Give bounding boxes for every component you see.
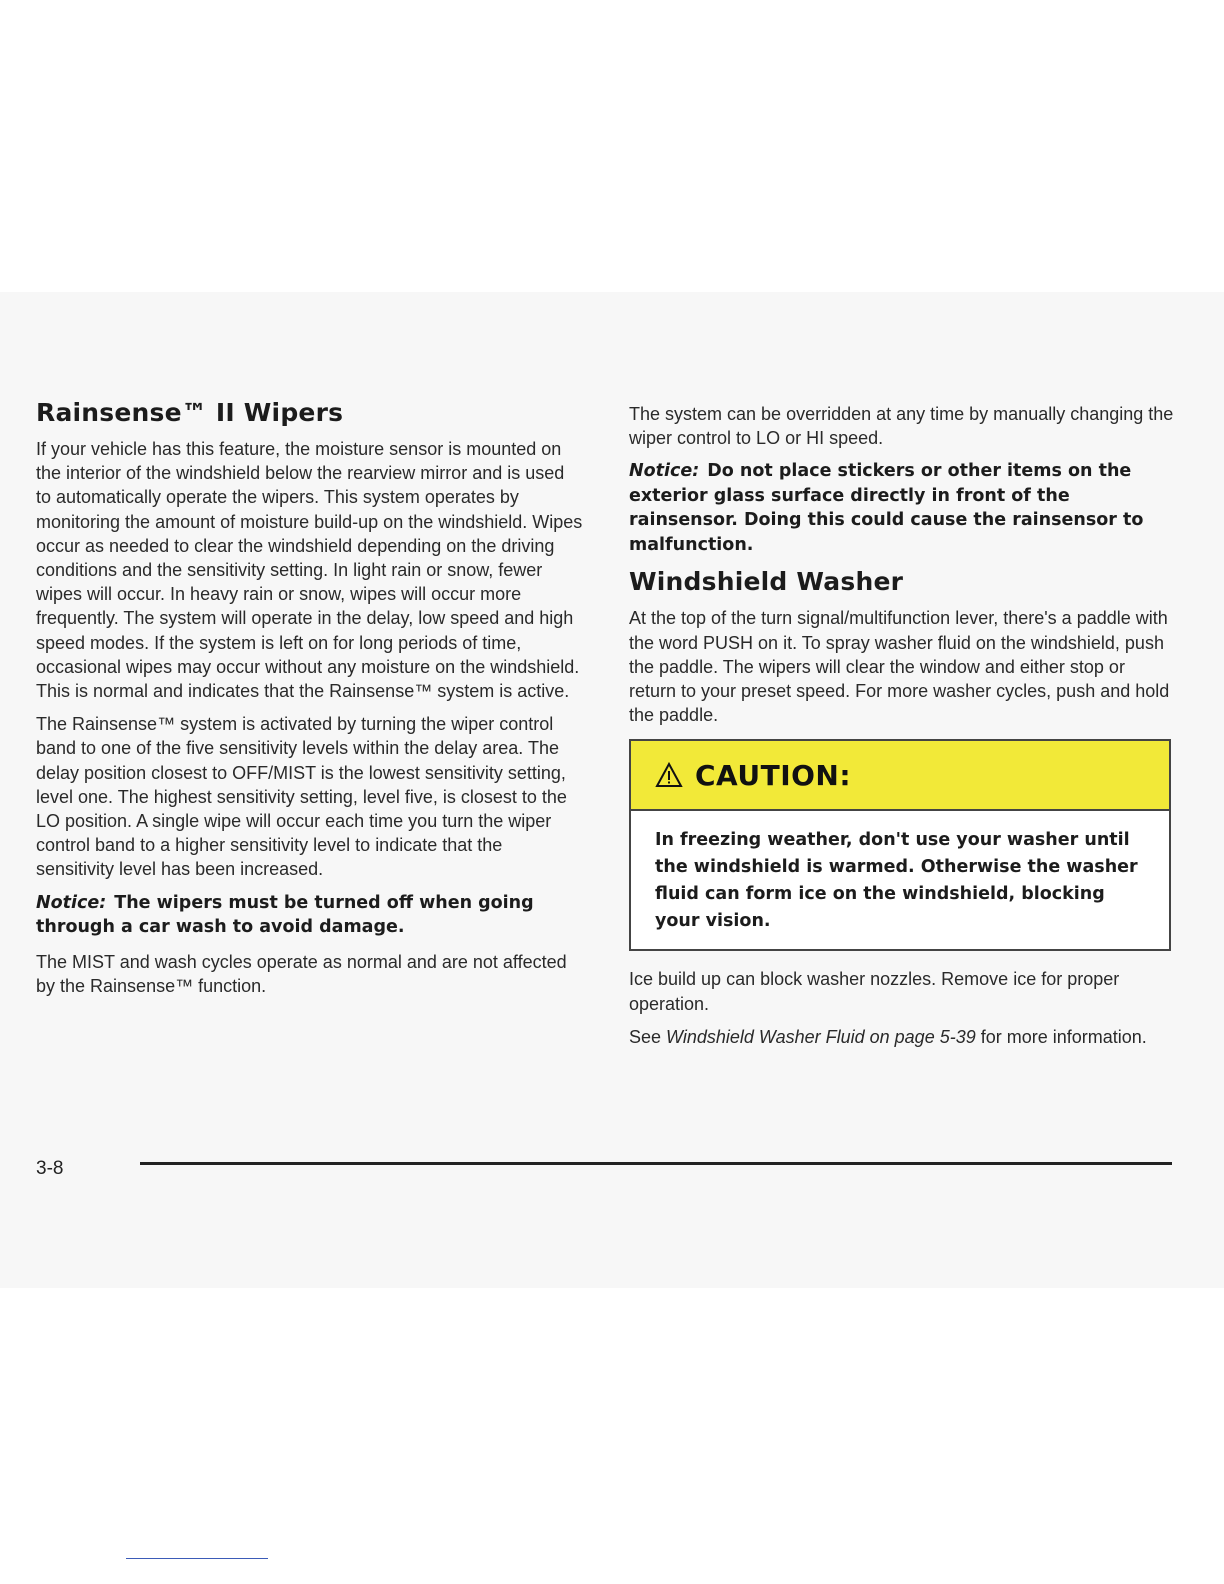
- see-prefix: See: [629, 1026, 662, 1047]
- washer-paragraph: At the top of the turn signal/multifunction lever, there's a paddle with the word PUSH on it. To spray washer fluid on the windshield, push the paddle. The wipers will clear the window and either stop or return to your preset speed. For more washer cycles, push and hold the paddle.: [629, 608, 1170, 726]
- section-title-rainsense: Rainsense™ II Wipers: [36, 398, 344, 427]
- section-title-washer: Windshield Washer: [629, 567, 904, 597]
- caution-label: CAUTION:: [695, 758, 852, 792]
- caution-text: In freezing weather, don't use your washer until the windshield is warmed. Otherwise the washer fluid can form ice on the windshield, blocking your vision.: [655, 830, 1138, 932]
- see-reference-link[interactable]: Windshield Washer Fluid on page 5-39: [666, 1026, 976, 1047]
- right-column: [629, 402, 1174, 1058]
- notice-label: Notice:: [36, 892, 107, 913]
- ice-paragraph: Ice build up can block washer nozzles. Remove ice for proper operation.: [629, 969, 1120, 1014]
- caution-box: [629, 739, 1171, 951]
- override-paragraph: The system can be overridden at any time by manually changing the wiper control to LO or HI speed.: [629, 404, 1174, 449]
- see-reference-paragraph: [629, 1025, 1174, 1049]
- caution-header: [631, 741, 1169, 811]
- rainsense-paragraph-1: If your vehicle has this feature, the moisture sensor is mounted on the interior of the windshield below the rearview mirror and is used to automatically operate the wipers. This system operates by monitoring the amount of moisture build-up on the windshield. Wipes occur as needed to clear the windshield depending on the driving conditions and the sensitivity setting. In light rain or snow, fewer wipes will occur. In heavy rain or snow, wipes will occur more frequently. The system will operate in the delay, low speed and high speed modes. If the system is left on for long periods of time, occasional wipes may occur without any moisture on the windshield. This is normal and indicates that the Rainsense™ system is active.: [36, 439, 583, 702]
- see-suffix: for more information.: [980, 1026, 1147, 1047]
- warning-triangle-icon: [655, 762, 683, 788]
- notice-text: The wipers must be turned off when going through a car wash to avoid damage.: [36, 892, 534, 938]
- notice-text: Do not place stickers or other items on the exterior glass surface directly in front of the rainsensor. Doing this could cause the rainsensor to malfunction.: [629, 461, 1144, 555]
- notice-stickers: [629, 459, 1174, 557]
- notice-label: Notice:: [629, 461, 700, 482]
- bottom-divider: [126, 1558, 268, 1559]
- page-number: 3-8: [36, 1158, 64, 1179]
- left-column: [36, 398, 584, 1007]
- rainsense-paragraph-3: The MIST and wash cycles operate as normal and are not affected by the Rainsense™ function.: [36, 951, 567, 996]
- notice-car-wash: [36, 891, 584, 940]
- footer-rule: [140, 1162, 1172, 1165]
- rainsense-paragraph-2: The Rainsense™ system is activated by turning the wiper control band to one of the five sensitivity levels within the delay area. The delay position closest to OFF/MIST is the lowest sensitivity setting, level one. The highest sensitivity setting, level five, is closest to the LO position. A single wipe will occur each time you turn the wiper control band to a higher sensitivity level to indicate that the sensitivity level has been increased.: [36, 714, 567, 880]
